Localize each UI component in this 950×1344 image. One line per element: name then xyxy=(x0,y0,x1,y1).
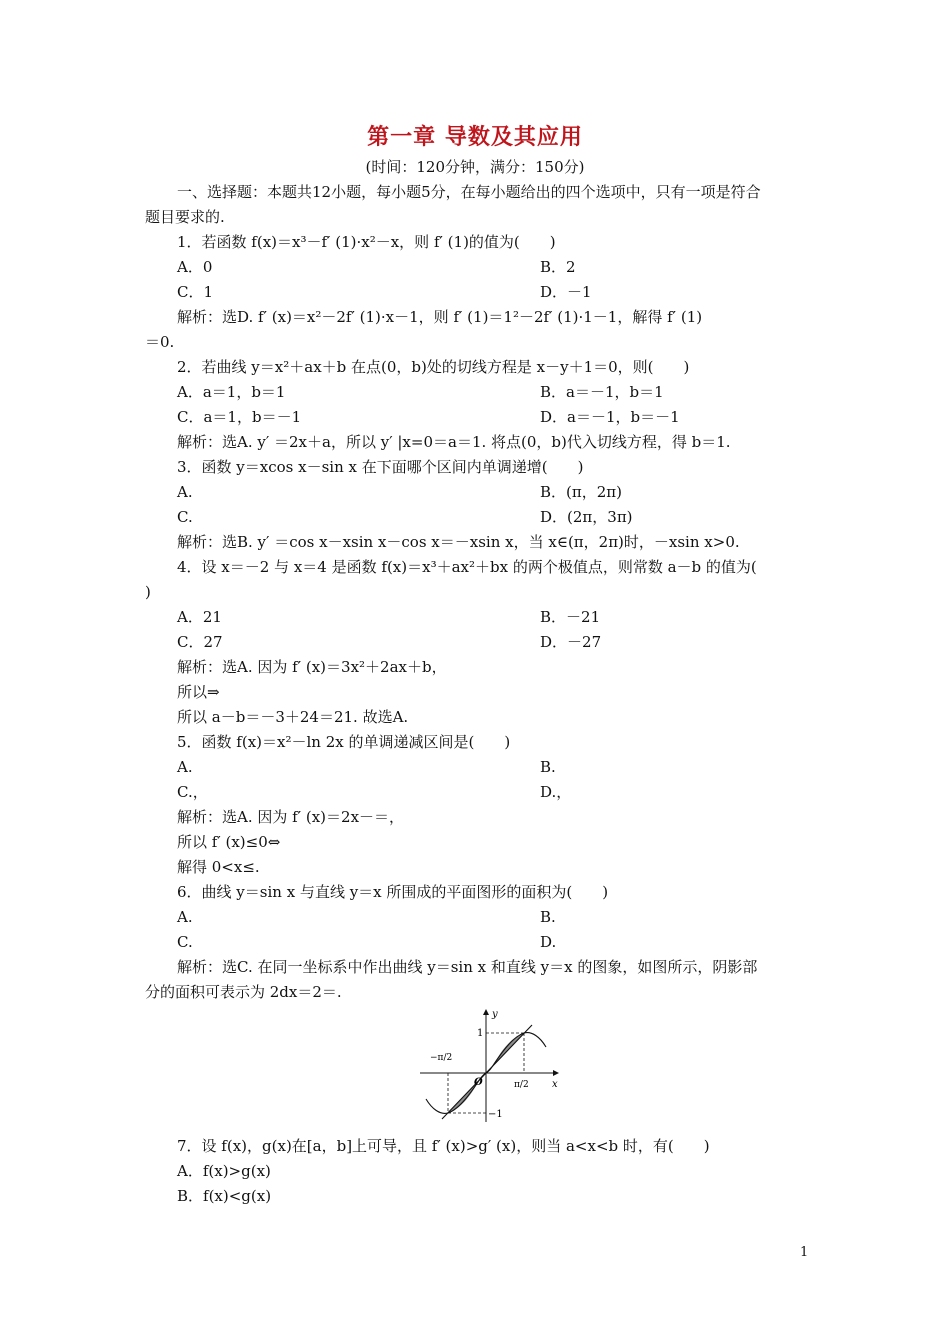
section-intro-line2: 题目要求的. xyxy=(145,208,225,226)
page-number: 1 xyxy=(800,1245,809,1260)
question-1-stem: 1．若函数 f(x)＝x³－f′ (1)·x²－x，则 f′ (1)的值为( ) xyxy=(177,233,556,251)
question-6-analysis-2: 分的面积可表示为 2dx＝2＝. xyxy=(145,983,342,1001)
question-3-option-a: A. xyxy=(177,483,193,501)
x-tick-half-pi: π/2 xyxy=(514,1080,529,1090)
question-3-option-b: B．(π，2π) xyxy=(540,483,622,501)
question-1-option-c: C．1 xyxy=(177,283,214,301)
question-5-option-a: A. xyxy=(177,758,193,776)
exam-time-info: (时间：120分钟，满分：150分) xyxy=(365,158,585,176)
question-3-option-d: D．(2π，3π) xyxy=(540,508,633,526)
question-7-option-b: B．f(x)<g(x) xyxy=(177,1187,272,1205)
question-6-stem: 6．曲线 y＝sin x 与直线 y＝x 所围成的平面图形的面积为( ) xyxy=(177,883,609,901)
question-6-option-d: D. xyxy=(540,933,557,951)
y-tick-neg-one: −1 xyxy=(488,1109,503,1120)
question-4-option-d: D．－27 xyxy=(540,633,602,651)
question-6-option-c: C. xyxy=(177,933,193,951)
question-6-option-b: B. xyxy=(540,908,556,926)
question-1-option-a: A．0 xyxy=(177,258,213,276)
y-axis-label: y xyxy=(492,1009,498,1020)
question-4-analysis-3: 所以 a－b＝－3＋24＝21. 故选A. xyxy=(177,708,409,726)
question-2-option-a: A．a＝1，b＝1 xyxy=(177,383,286,401)
question-6-option-a: A. xyxy=(177,908,193,926)
question-1-option-d: D．－1 xyxy=(540,283,592,301)
question-5-analysis-1: 解析：选A. 因为 f′ (x)＝2x－＝， xyxy=(177,808,405,826)
question-5-analysis-3: 解得 0<x≤. xyxy=(177,858,260,876)
question-2-stem: 2．若曲线 y＝x²＋ax＋b 在点(0，b)处的切线方程是 x－y＋1＝0，则( ) xyxy=(177,358,690,376)
question-4-option-c: C．27 xyxy=(177,633,223,651)
question-2-option-b: B．a＝－1，b＝1 xyxy=(540,383,664,401)
question-5-stem: 5．函数 f(x)＝x²－ln 2x 的单调递减区间是( ) xyxy=(177,733,511,751)
question-4-analysis-1: 解析：选A. 因为 f′ (x)＝3x²＋2ax＋b， xyxy=(177,658,447,676)
section-intro-line1: 一、选择题：本题共12小题，每小题5分，在每小题给出的四个选项中，只有一项是符合 xyxy=(177,183,761,201)
y-tick-one: 1 xyxy=(477,1028,484,1039)
question-1-analysis-cont: ＝0. xyxy=(145,333,175,351)
chapter-title: 第一章 导数及其应用 xyxy=(367,124,583,150)
question-4-stem-cont: ) xyxy=(145,583,151,601)
question-2-option-d: D．a＝－1，b＝－1 xyxy=(540,408,680,426)
x-tick-neg-half-pi: −π/2 xyxy=(430,1053,453,1063)
question-7-stem: 7．设 f(x)，g(x)在[a，b]上可导，且 f′ (x)>g′ (x)，则当 a<x<b 时，有( ) xyxy=(177,1137,710,1155)
question-5-option-c: C.， xyxy=(177,783,208,801)
question-7-option-a: A．f(x)>g(x) xyxy=(177,1162,271,1180)
question-3-option-c: C. xyxy=(177,508,193,526)
question-5-option-d: D.， xyxy=(540,783,572,801)
question-1-option-b: B．2 xyxy=(540,258,576,276)
question-4-option-a: A．21 xyxy=(177,608,222,626)
sine-line-area-figure xyxy=(418,1005,568,1125)
question-3-stem: 3．函数 y＝xcos x－sin x 在下面哪个区间内单调递增( ) xyxy=(177,458,584,476)
question-4-stem: 4．设 x＝－2 与 x＝4 是函数 f(x)＝x³＋ax²＋bx 的两个极值点，则常数 a－b 的值为( xyxy=(177,558,757,576)
question-5-option-b: B. xyxy=(540,758,556,776)
origin-label: O xyxy=(474,1077,483,1088)
question-6-analysis-1: 解析：选C. 在同一坐标系中作出曲线 y＝sin x 和直线 y＝x 的图象，如图所示，阴影部 xyxy=(177,958,758,976)
question-2-option-c: C．a＝1，b＝－1 xyxy=(177,408,302,426)
question-5-analysis-2: 所以 f′ (x)≤0⇔ xyxy=(177,833,281,851)
question-4-analysis-2: 所以⇒ xyxy=(177,683,220,701)
question-1-analysis: 解析：选D. f′ (x)＝x²－2f′ (1)·x－1，则 f′ (1)＝1²－2f′ (1)·1－1，解得 f′ (1) xyxy=(177,308,703,326)
question-3-analysis: 解析：选B. y′ ＝cos x－xsin x－cos x＝－xsin x，当 x∈(π，2π)时，－xsin x>0. xyxy=(177,533,740,551)
question-2-analysis: 解析：选A. y′ ＝2x＋a，所以 y′ |x=0＝a＝1. 将点(0，b)代入切线方程，得 b＝1. xyxy=(177,433,731,451)
question-4-option-b: B．－21 xyxy=(540,608,601,626)
x-axis-label: x xyxy=(552,1079,558,1090)
